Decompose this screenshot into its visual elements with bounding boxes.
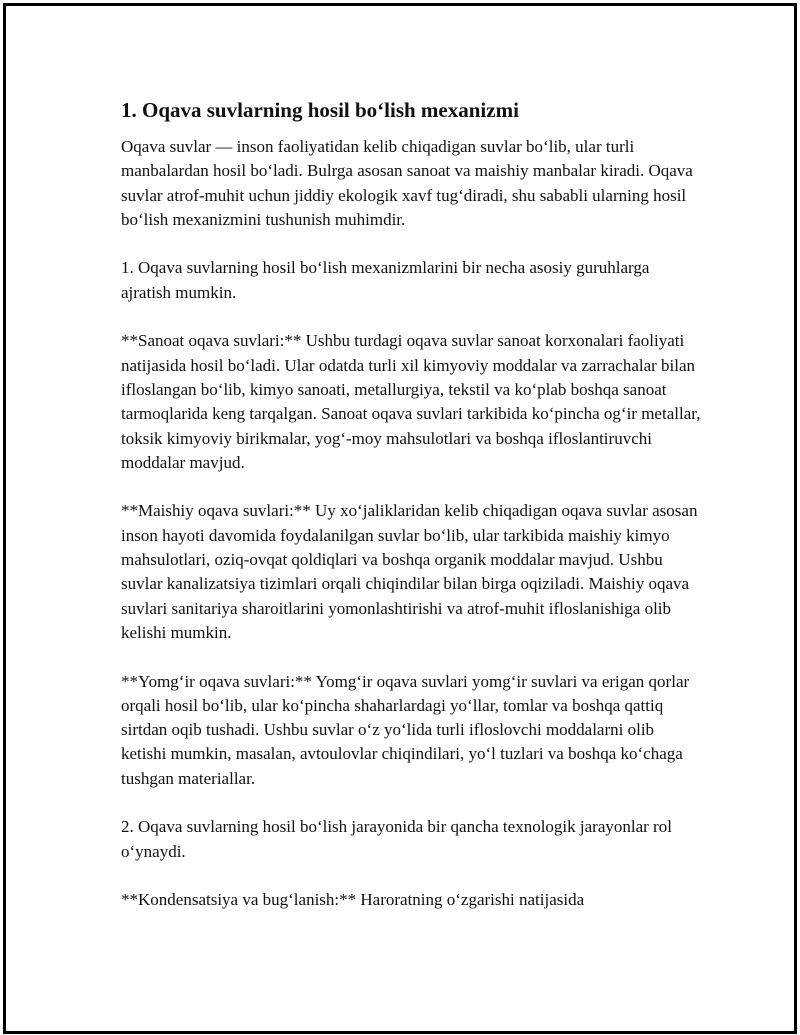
section-heading: 1. Oqava suvlarning hosil bo‘lish mexanizmi [121, 98, 519, 122]
paragraph-processes: 2. Oqava suvlarning hosil bo‘lish jarayonida bir qancha texnologik jarayonlar rol o‘ynaydi. [121, 817, 672, 861]
paragraph-intro: Oqava suvlar — inson faoliyatidan kelib chiqadigan suvlar bo‘lib, ular turli manbalardan hosil bo‘ladi. Bulrga asosan sanoat va maishiy manbalar kiradi. Oqava suvlar atrof-muhit uchun jiddiy ekologik xavf tug‘diradi, shu sababli ularning hosil bo‘lish mexanizmini tushunish muhimdir. [121, 137, 693, 229]
paragraph-condensation: **Kondensatsiya va bug‘lanish:** Haroratning o‘zgarishi natijasida [121, 890, 585, 910]
document-body [121, 97, 701, 937]
page-frame [3, 3, 797, 1034]
paragraph-domestic: **Maishiy oqava suvlari:** Uy xo‘jaliklaridan kelib chiqadigan oqava suvlar asosan inson hayoti davomida foydalanilgan suvlar bo‘lib, ular tarkibida maishiy kimyo mahsulotlari, oziq-ovqat qoldiqlari va boshqa organik moddalar mavjud. Ushbu suvlar kanalizatsiya tizimlari orqali chiqindilar bilan birga oqiziladi. Maishiy oqava suvlari sanitariya sharoitlarini yomonlashtirishi va atrof-muhit ifloslanishiga olib kelishi mumkin. [121, 501, 698, 642]
paragraph-rain: **Yomg‘ir oqava suvlari:** Yomg‘ir oqava suvlari yomg‘ir suvlari va erigan qorlar orqali hosil bo‘lib, ular ko‘pincha shaharlardagi yo‘llar, tomlar va boshqa qattiq sirtdan oqib tushadi. Ushbu suvlar o‘z yo‘lida turli ifloslovchi moddalarni olib ketishi mumkin, masalan, avtoulovlar chiqindilari, yo‘l tuzlari va boshqa ko‘chaga tushgan materiallar. [121, 671, 690, 788]
paragraph-mechanisms: 1. Oqava suvlarning hosil bo‘lish mexanizmlarini bir necha asosiy guruhlarga ajratish mumkin. [121, 258, 650, 302]
paragraph-industrial: **Sanoat oqava suvlari:** Ushbu turdagi oqava suvlar sanoat korxonalari faoliyati natijasida hosil bo‘ladi. Ular odatda turli xil kimyoviy moddalar va zarrachalar bilan ifloslangan bo‘lib, kimyo sanoati, metallurgiya, tekstil va ko‘plab boshqa sanoat tarmoqlarida keng tarqalgan. Sanoat oqava suvlari tarkibida ko‘pincha og‘ir metallar, toksik kimyoviy birikmalar, yog‘-moy mahsulotlari va boshqa ifloslantiruvchi moddalar mavjud. [121, 331, 701, 472]
